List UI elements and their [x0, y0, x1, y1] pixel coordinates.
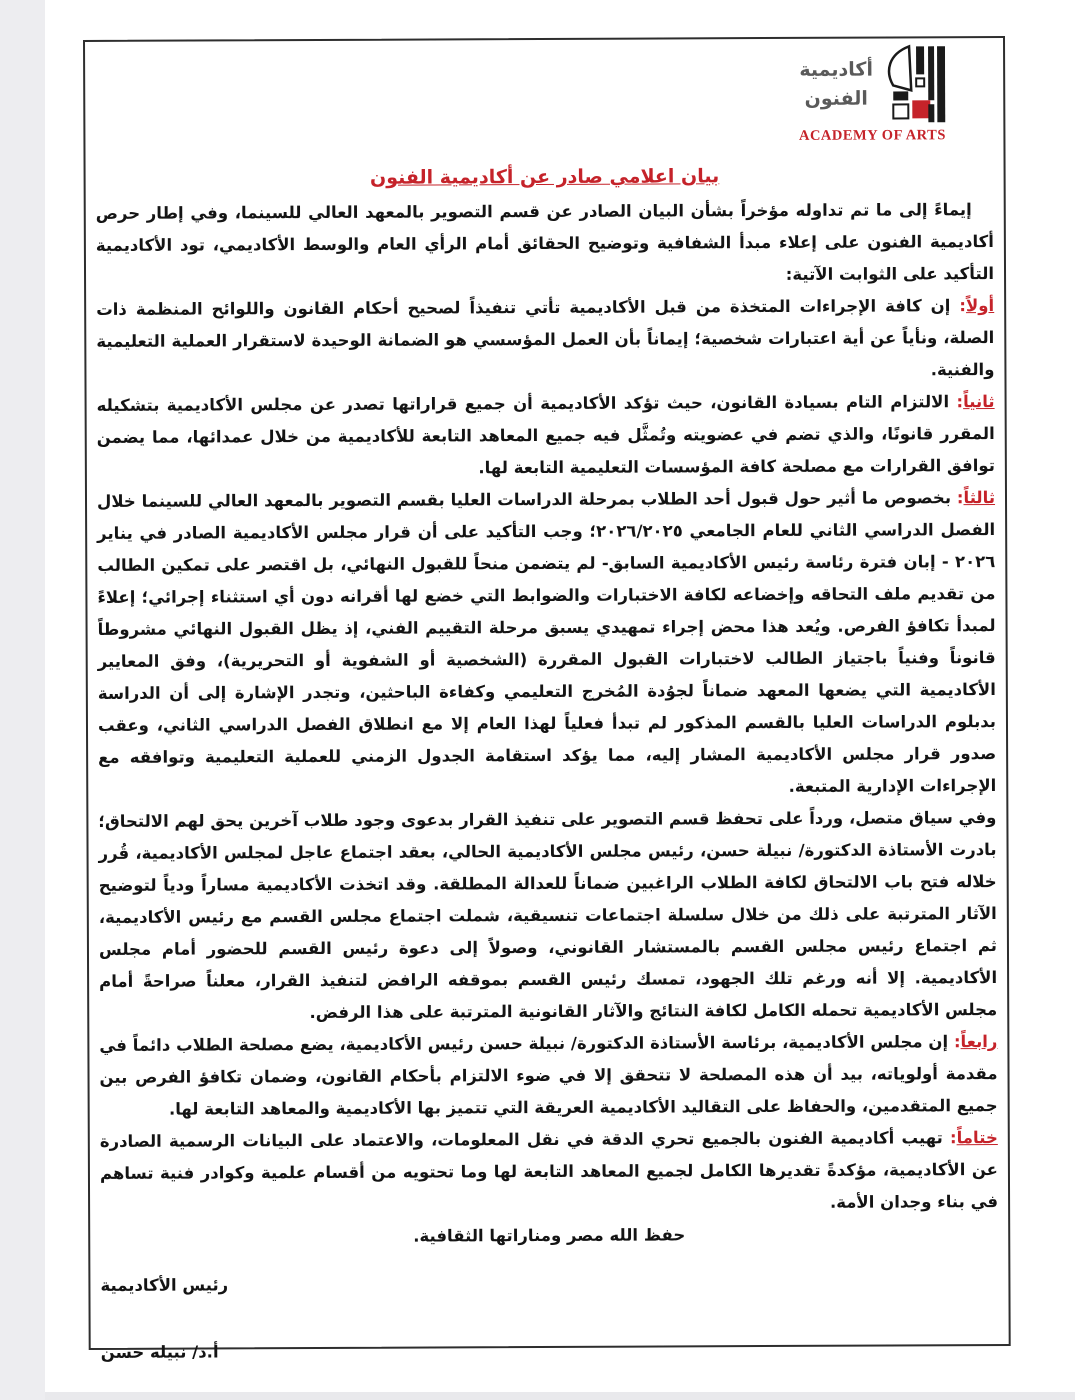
closing-prayer: حفظ الله مصر ومناراتها الثقافية. [413, 1225, 686, 1246]
academy-logo-row [793, 44, 951, 125]
statement-title: بيان اعلامي صادر عن أكاديمية الفنون [369, 165, 720, 189]
academy-logo-mark-icon [881, 44, 945, 124]
label-separator: : [948, 1032, 961, 1052]
academy-logo-arabic-line2: الفنون [804, 87, 868, 110]
section-first-label: أولاً [965, 296, 995, 316]
section-fourth-label: رابعاً [960, 1032, 998, 1052]
section-fourth [99, 1026, 997, 1126]
academy-logo-arabic-line1: أكاديمية [799, 58, 873, 81]
section-closing-label: ختاماً [956, 1128, 998, 1148]
label-separator: : [942, 1128, 957, 1148]
section-second-label: ثانياً [963, 392, 995, 412]
section-second [97, 386, 995, 486]
academy-logo-english: ACADEMY OF ARTS [798, 127, 946, 144]
signature-title: رئيس الأكاديمية [100, 1275, 229, 1295]
section-closing-text: تهيب أكاديمية الفنون بالجميع تحري الدقة في نقل المعلومات، والاعتماد على البيانات الرسمية الصادرة عن الأكاديمية، مؤكدةً تقديرها الكامل لجميع المعاهد التابعة لها وما تحتويه من أقسام علمية وكوادر فنية تساهم في بناء وجدان الأمة. [99, 1128, 999, 1212]
signature-name: أ.د/ نبيله حسن [100, 1342, 219, 1362]
context-paragraph: وفي سياق متصل، ورداً على تحفظ قسم التصوير على تنفيذ القرار بدعوى وجود طلاب آخرين يحق لهم الالتحاق؛ بادرت الأستاذة الدكتورة/ نبيلة حسن، رئيس مجلس الأكاديمية الحالي، بعقد اجتماع عاجل لمجلس الأكاديمية، قُرر خلاله فتح باب الالتحاق لكافة الطلاب الراغبين ضماناً للعدالة المطلقة. وقد اتخذت الأكاديمية مساراً ودياً لتوضيح الآثار المترتبة على ذلك من خلال سلسلة اجتماعات تنسيقية، شملت اجتماع مجلس القسم مع رئيس الأكاديمية، ثم اجتماع رئيس مجلس القسم بالمستشار القانوني، وصولاً إلى دعوة رئيس القسم للحضور أمام مجلس الأكاديمية. إلا أنه ورغم تلك الجهود، تمسك رئيس القسم بموقفه الرافض لتنفيذ القرار، معلناً صراحةً أمام مجلس الأكاديمية تحمله الكامل لكافة النتائج والآثار القانونية المترتبة على هذا الرفض. [98, 808, 998, 1023]
document-page [83, 36, 1011, 1362]
section-third-label: ثالثاً [963, 488, 996, 508]
section-third [97, 482, 996, 806]
label-separator: : [950, 296, 967, 316]
label-separator: : [949, 392, 964, 412]
label-separator: : [950, 488, 964, 508]
scan-left-margin [0, 0, 45, 1400]
section-first [96, 290, 994, 390]
academy-logo-arabic [799, 55, 873, 114]
intro-paragraph: إيماءً إلى ما تم تداوله مؤخراً بشأن البيان الصادر عن قسم التصوير بالمعهد العالي للسينما، وفي إطار حرص أكاديمية الفنون على إعلاء مبدأ الشفافية وتوضيح الحقائق أمام الرأي العام والوسط الأكاديمي، تود الأكاديمية التأكيد على الثوابت الآتية: [95, 200, 995, 284]
section-third-text: بخصوص ما أثير حول قبول أحد الطلاب بمرحلة الدراسات العليا بقسم التصوير بالمعهد العالي للسينما خلال الفصل الدراسي الثاني للعام الجامعي ٢٠٢٦/٢٠٢٥؛ وجب التأكيد على أن قرار مجلس الأكاديمية الصادر في يناير ٢٠٢٦ - إبان فترة رئاسة رئيس الأكاديمية السابق- لم يتضمن منحاً للقبول النهائي، بل اقتصر على تمكين الطالب من تقديم ملف التحاقه وإخضاعه لكافة الاختبارات والضوابط التي خضع لها أقرانه دون أي استثناء إجرائي؛ إعلاءً لمبدأ تكافؤ الفرص. ويُعد هذا محض إجراء تمهيدي يسبق مرحلة التقييم الفني، إذ يظل القبول النهائي مشروطاً قانوناً وفنياً باجتياز الطالب لاختبارات القبول المقررة (الشخصية أو الشفوية أو التحريرية)، وفق المعايير الأكاديمية التي يضعها المعهد ضماناً لجوُدة المُخرج التعليمي وكفاءة الباحثين، وتجدر الإشارة إلى أن الدراسة بدبلوم الدراسات العليا بالقسم المذكور لم تبدأ فعلياً لهذا العام إلا مع انطلاق الفصل الدراسي الثاني، وعقب صدور قرار مجلس الأكاديمية المشار إليه، مما يؤكد استقامة الجدول الزمني للعملية التعليمية وتوافقه مع الإجراءات الإدارية المتبعة. [96, 488, 997, 796]
section-first-text: إن كافة الإجراءات المتخذة من قبل الأكاديمية تأتي تنفيذاً لصحيح أحكام القانون واللوائح المنظمة ذات الصلة، ونأياً عن أية اعتبارات شخصية؛ إيماناً بأن العمل المؤسسي هو الضمانة الوحيدة لاستقرار العملية التعليمية والفنية. [96, 296, 995, 380]
scan-bottom-margin [45, 1392, 1075, 1400]
academy-logo [793, 44, 951, 145]
section-fourth-text: إن مجلس الأكاديمية، برئاسة الأستاذة الدكتورة/ نبيلة حسن رئيس الأكاديمية، يضع مصلحة الطلاب دائماً في مقدمة أولوياته، بيد أن هذه المصلحة لا تتحقق إلا في ضوء الالتزام بأحكام القانون، وضمان تكافؤ الفرص بين جميع المتقدمين، والحفاظ على التقاليد الأكاديمية العريقة التي تتميز بها الأكاديمية والمعاهد التابعة لها. [99, 1032, 998, 1119]
section-second-text: الالتزام التام بسيادة القانون، حيث تؤكد الأكاديمية أن جميع قراراتها تصدر عن مجلس الأكاديمية بتشكيله المقرر قانونًا، والذي تضم في عضويته وتُمثَّل فيه جميع المعاهد التابعة للأكاديمية من خلال عمدائها، مما يضمن توافق القرارات مع مصلحة كافة المؤسسات التعليمية التابعة لها. [96, 392, 995, 478]
section-closing [100, 1122, 998, 1222]
